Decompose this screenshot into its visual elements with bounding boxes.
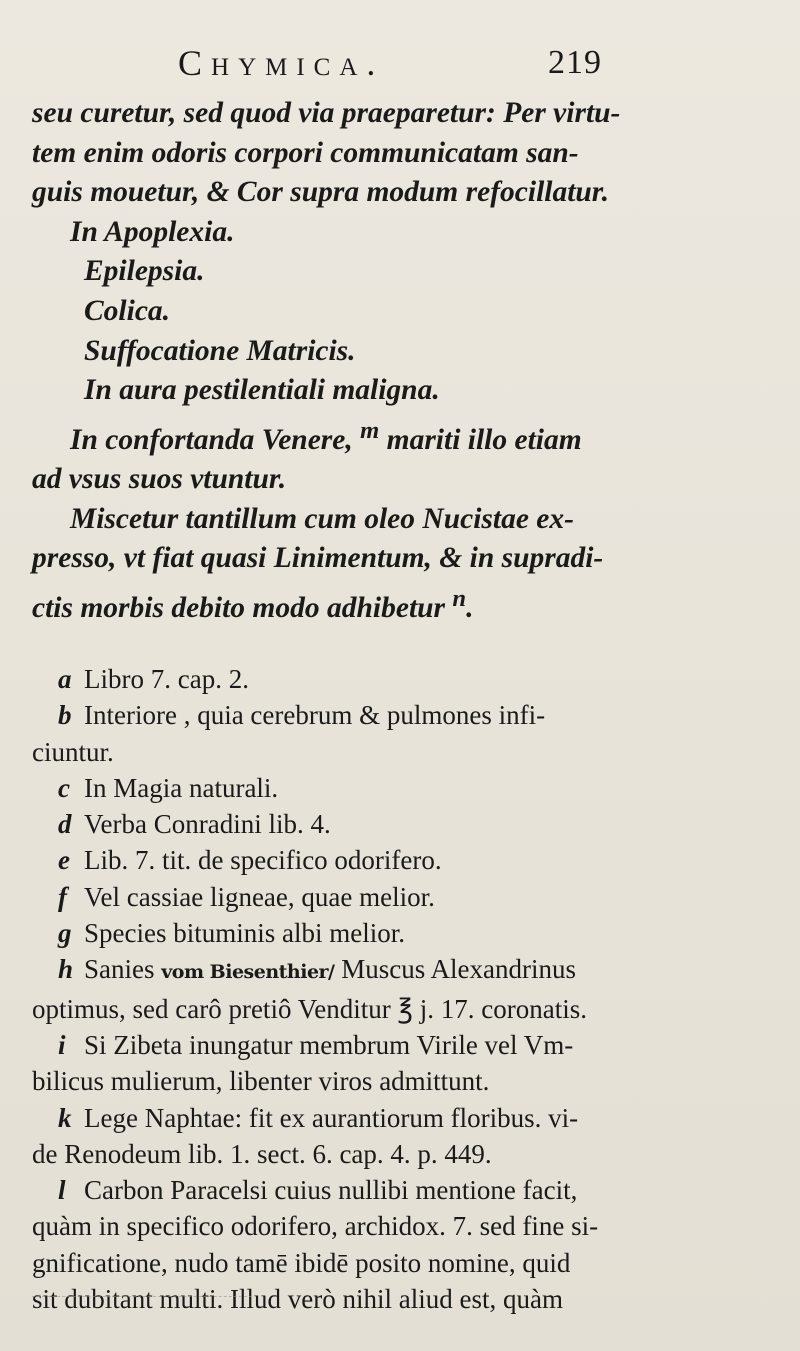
- main-line: Miscetur tantillum cum oleo Nucistae ex-: [70, 502, 574, 535]
- footnote-b-continued: ciuntur.: [32, 736, 114, 767]
- page-header: [0, 42, 800, 92]
- footnote-text: Verba Conradini lib. 4.: [84, 809, 331, 840]
- footnote-a: [32, 661, 780, 697]
- footnote-k: [32, 1100, 780, 1136]
- footnote-letter: d: [58, 809, 72, 840]
- footnote-text: Lib. 7. tit. de specifico odorifero.: [84, 845, 442, 876]
- footnote-text: Interiore , quia cerebrum & pulmones infi-: [84, 700, 546, 731]
- footnote-letter: a: [58, 664, 72, 694]
- footnotes: [32, 661, 780, 1317]
- footnote-f: [32, 879, 780, 915]
- footnote-i: [32, 1027, 780, 1063]
- footnote-text: Vel cassiae ligneae, quae melior.: [84, 881, 435, 912]
- footnote-text: Libro 7. cap. 2.: [84, 664, 249, 694]
- footnote-l: [32, 1172, 780, 1208]
- footnote-b: [32, 697, 780, 733]
- footnote-text: Si Zibeta inungatur membrum Virile vel Vm-: [84, 1029, 574, 1060]
- list-item-colica: Colica.: [84, 294, 171, 327]
- running-head: Chymica.: [178, 43, 385, 83]
- list-item-venere: [32, 411, 780, 460]
- footnote-h-continued: optimus, sed carô pretiô Venditur ℥ j. 17. coronatis.: [32, 993, 588, 1024]
- footnote-text: Species bituminis albi melior.: [84, 918, 405, 949]
- main-line: seu curetur, sed quod via praeparetur: Per virtu-: [32, 97, 621, 129]
- footnote-c: [32, 770, 780, 806]
- footnote-l-continued: sit dubitant multi. Illud verò nihil aliud est, quàm: [32, 1284, 563, 1315]
- footnote-marker-m: m: [360, 416, 380, 444]
- page-bottom-rule: [32, 1296, 252, 1297]
- footnote-marker-n: n: [452, 584, 467, 612]
- footnote-letter: l: [58, 1175, 66, 1206]
- footnote-letter: e: [58, 845, 70, 876]
- list-item-aura: In aura pestilentiali maligna.: [84, 374, 440, 407]
- footnote-l-continued: quàm in specifico odorifero, archidox. 7. sed fine si-: [32, 1211, 599, 1242]
- footnote-h: [32, 951, 780, 990]
- footnote-d: [32, 806, 780, 842]
- footnote-k-continued: de Renodeum lib. 1. sect. 6. cap. 4. p. 449.: [32, 1138, 492, 1169]
- footnote-letter: b: [58, 700, 72, 731]
- main-line-text: In confortanda Venere,: [70, 423, 361, 456]
- footnote-text: Carbon Paracelsi cuius nullibi mentione facit,: [84, 1175, 578, 1206]
- footnote-text: Sanies: [84, 954, 162, 985]
- list-item-epilepsia: Epilepsia.: [84, 255, 205, 288]
- footnote-letter: k: [58, 1102, 72, 1133]
- footnote-letter: g: [58, 918, 72, 949]
- main-line: guis mouetur, & Cor supra modum refocillatur.: [32, 176, 610, 209]
- main-line: tem enim odoris corpori communicatam san-: [32, 136, 579, 169]
- footnote-l-continued: gnificatione, nudo tamē ibidē posito nomine, quid: [32, 1247, 571, 1278]
- footnote-text: In Magia naturali.: [84, 772, 279, 803]
- footnote-e: [32, 842, 780, 878]
- list-item-apoplexia: In Apoplexia.: [70, 215, 235, 248]
- footnote-letter: i: [58, 1029, 66, 1060]
- page-number: 219: [548, 44, 602, 81]
- main-text: [32, 94, 780, 628]
- main-line: presso, vt fiat quasi Linimentum, & in supradi-: [32, 542, 604, 575]
- footnote-letter: f: [58, 881, 67, 912]
- footnote-letter: h: [58, 954, 74, 985]
- footnote-text: Lege Naphtae: fit ex aurantiorum floribus. vi-: [84, 1102, 579, 1133]
- footnote-gothic-text: vom Biesenthier/: [161, 961, 335, 984]
- footnote-i-continued: bilicus mulierum, libenter viros admittunt.: [32, 1066, 490, 1097]
- main-line: [32, 579, 780, 628]
- main-line-text: .: [466, 591, 474, 624]
- main-line-text: mariti illo etiam: [379, 423, 582, 456]
- footnote-letter: c: [58, 772, 70, 803]
- footnote-text: Muscus Alexandrinus: [334, 954, 576, 985]
- footnote-g: [32, 915, 780, 951]
- main-line: ad vsus suos vtuntur.: [32, 463, 287, 496]
- main-line-text: ctis morbis debito modo adhibetur: [32, 591, 453, 624]
- list-item-suffocatione: Suffocatione Matricis.: [84, 334, 356, 367]
